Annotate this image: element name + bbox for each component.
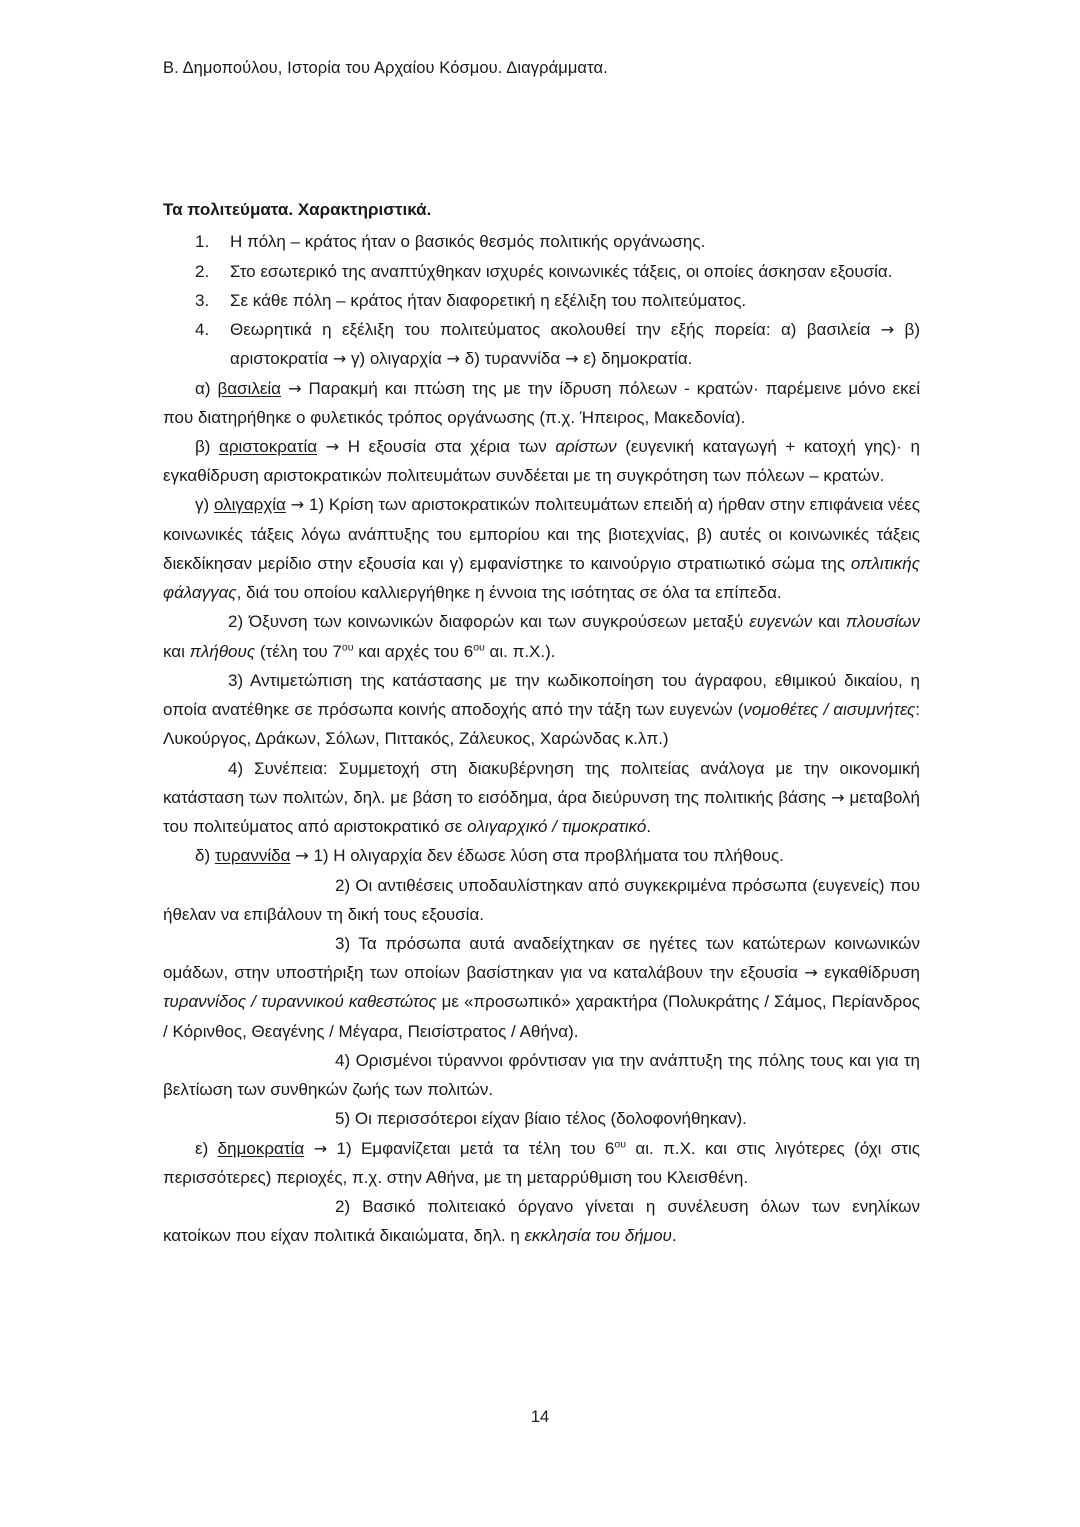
paragraph-body: (τέλη του 7 bbox=[255, 641, 342, 661]
paragraph-delta-2 bbox=[163, 871, 920, 929]
paragraph-gamma-4 bbox=[163, 754, 920, 842]
paragraph-body: μεταβολή του πολιτεύματος από αριστοκρατικό σε bbox=[163, 787, 920, 837]
key-term-aristokratia: αριστοκρατία bbox=[219, 437, 318, 457]
paragraph-body: και bbox=[163, 641, 190, 661]
paragraph-body: Συνέπεια: Συμμετοχή στη διακυβέρνηση της πολιτείας ανάλογα με την οικονομική κατάσταση των πολιτών, δηλ. με βάση το εισόδημα, άρα διεύρυνση της πολιτικής βάσης bbox=[163, 758, 920, 807]
paragraph-body: και αρχές του 6 bbox=[353, 641, 474, 661]
paragraph-delta-5 bbox=[163, 1104, 920, 1133]
page-content bbox=[163, 0, 920, 1251]
paragraph-body: Αντιμετώπιση της κατάστασης με την κωδικοποίηση του άγραφου, εθιμικού δικαίου, η οποία ανατέθηκε σε πρόσωπα κοινής αποδοχής από την τάξη των ευγενών ( bbox=[163, 670, 921, 720]
paragraph-beta bbox=[163, 432, 920, 490]
arrow-icon: → bbox=[295, 846, 309, 866]
paragraph-label: γ) bbox=[195, 495, 214, 515]
list-item bbox=[163, 227, 920, 256]
emphasis-ariston: αρίστων bbox=[555, 437, 617, 457]
emphasis-plithous: πλήθους bbox=[189, 641, 256, 661]
paragraph-body: Βασικό πολιτειακό όργανο γίνεται η συνέλευση όλων των ενηλίκων κατοίκων που είχαν πολιτικά δικαιώματα, δηλ. η bbox=[163, 1197, 920, 1246]
paragraph-alpha bbox=[163, 374, 920, 432]
paragraph-body: . bbox=[646, 817, 652, 837]
arrow-icon: → bbox=[287, 378, 302, 398]
paragraph-number: 5) bbox=[335, 1109, 355, 1129]
list-item-number: 2. bbox=[195, 261, 210, 281]
arrow-icon: → bbox=[313, 1138, 328, 1158]
list-item-text: Η πόλη – κράτος ήταν ο βασικός θεσμός πολιτικής οργάνωσης. bbox=[230, 232, 706, 252]
paragraph-number: 4) bbox=[228, 758, 255, 778]
paragraph-body: αι. π.Χ.). bbox=[484, 641, 556, 661]
emphasis-nomothetes: νομοθέτες / αισυμνήτες bbox=[743, 700, 916, 720]
superscript-ordinal: ου bbox=[614, 1137, 626, 1150]
list-item-text: Σε κάθε πόλη – κράτος ήταν διαφορετική η εξέλιξη του πολιτεύματος. bbox=[230, 290, 747, 310]
superscript-ordinal: ου bbox=[473, 641, 485, 653]
list-item-text: Στο εσωτερικό της αναπτύχθηκαν ισχυρές κοινωνικές τάξεις, οι οποίες άσκησαν εξουσία. bbox=[230, 261, 893, 281]
key-term-dimokratia: δημοκρατία bbox=[217, 1138, 305, 1158]
paragraph-body: εγκαθίδρυση bbox=[817, 963, 921, 983]
emphasis-plousion: πλουσίων bbox=[845, 612, 920, 632]
paragraph-epsilon bbox=[163, 1134, 920, 1192]
arrow-icon: → bbox=[325, 437, 340, 457]
paragraph-body: αι. π.Χ. και στις λιγότερες (όχι στις περισσότερες) περιοχές, π.χ. στην Αθήνα, με τη μεταρρύθμιση του Κλεισθένη. bbox=[163, 1138, 920, 1187]
arrow-icon: → bbox=[830, 787, 845, 807]
list-item-number: 1. bbox=[195, 232, 210, 252]
paragraph-label: α) bbox=[195, 378, 218, 398]
characteristics-list bbox=[163, 227, 920, 373]
paragraph-body: 1) Η ολιγαρχία δεν έδωσε λύση στα προβλήματα του πλήθους. bbox=[308, 846, 784, 866]
emphasis-ekklisia-dimou: εκκλησία του δήμου bbox=[524, 1226, 672, 1246]
paragraph-gamma-3 bbox=[163, 666, 920, 754]
superscript-ordinal: ου bbox=[341, 641, 354, 653]
paragraph-number: 2) bbox=[335, 1197, 363, 1217]
paragraph-body: Παρακμή και πτώση της με την ίδρυση πόλεων - κρατών· παρέμεινε μόνο εκεί που διατηρήθηκε ο φυλετικός τρόπος οργάνωσης (π.χ. Ήπειρος, Μακεδονία). bbox=[163, 378, 920, 427]
paragraph-label: δ) bbox=[195, 846, 215, 866]
list-item-text: β) αριστοκρατία bbox=[230, 320, 920, 369]
paragraph-body: : Λυκούργος, Δράκων, Σόλων, Πιττακός, Ζάλευκος, Χαρώνδας κ.λπ.) bbox=[163, 700, 920, 749]
paragraph-label: β) bbox=[195, 437, 220, 457]
list-item-text: γ) ολιγαρχία bbox=[346, 349, 447, 369]
list-item-number: 4. bbox=[195, 320, 210, 340]
key-term-oligarchia: ολιγαρχία bbox=[213, 495, 286, 515]
list-item-number: 3. bbox=[195, 290, 210, 310]
list-item bbox=[163, 315, 920, 373]
paragraph-body: (ευγενική καταγωγή + κατοχή γης)· η εγκαθίδρυση αριστοκρατικών πολιτευμάτων συνδέεται με τη συγκρότηση των πόλεων – κρατών. bbox=[163, 437, 920, 486]
emphasis-oligarchiko-timokratiko: ολιγαρχικό / τιμοκρατικό bbox=[467, 817, 647, 837]
section-title: Τα πολιτεύματα. Χαρακτηριστικά. bbox=[163, 200, 432, 220]
list-item-text: ε) δημοκρατία. bbox=[578, 349, 693, 369]
paragraph-number: 3) bbox=[335, 934, 359, 953]
emphasis-oplitiki-falanga: οπλιτικής φάλαγγας bbox=[163, 553, 920, 603]
paragraph-body: Όξυνση των κοινωνικών διαφορών και των συγκρούσεων μεταξύ bbox=[249, 612, 750, 632]
paragraph-body: και bbox=[812, 612, 846, 632]
page-number: 14 bbox=[530, 1408, 550, 1426]
list-item-text: Θεωρητικά η εξέλιξη του πολιτεύματος ακολουθεί την εξής πορεία: α) βασιλεία bbox=[230, 320, 881, 340]
paragraph-gamma bbox=[163, 490, 920, 607]
list-item bbox=[163, 257, 920, 286]
paragraph-epsilon-2 bbox=[163, 1192, 920, 1250]
paragraph-body: . bbox=[671, 1226, 677, 1246]
paragraph-number: 2) bbox=[335, 875, 356, 895]
key-term-basileia: βασιλεία bbox=[217, 378, 282, 398]
paragraph-body: Η εξουσία στα χέρια των bbox=[339, 437, 556, 457]
paragraph-number: 3) bbox=[228, 670, 251, 690]
paragraph-delta bbox=[163, 841, 920, 870]
arrow-icon: → bbox=[446, 349, 461, 369]
paragraph-body: Ορισμένοι τύραννοι φρόντισαν για την ανάπτυξη της πόλης τους και για τη βελτίωση των συνθηκών ζωής των πολιτών. bbox=[163, 1050, 920, 1100]
paragraph-body: Οι περισσότεροι είχαν βίαιο τέλος (δολοφονήθηκαν). bbox=[354, 1109, 747, 1129]
paragraph-body: με «προσωπικό» χαρακτήρα (Πολυκράτης / Σάμος, Περίανδρος / Κόρινθος, Θεαγένης / Μέγαρα, Πεισίστρατος / Αθήνα). bbox=[163, 992, 920, 1041]
paragraph-delta-4 bbox=[163, 1046, 920, 1104]
paragraph-number: 4) bbox=[335, 1050, 356, 1070]
list-item-text: δ) τυραννίδα bbox=[460, 349, 565, 369]
paragraph-label: ε) bbox=[195, 1138, 218, 1158]
arrow-icon: → bbox=[332, 349, 347, 369]
paragraph-gamma-2 bbox=[163, 607, 920, 665]
arrow-icon: → bbox=[804, 963, 818, 983]
paragraph-body: 1) Κρίση των αριστοκρατικών πολιτευμάτων επειδή α) ήρθαν στην επιφάνεια νέες κοινωνικές τάξεις λόγω ανάπτυξης του εμπορίου και της βιοτεχνίας, β) αυτές οι κοινωνικές τάξεις διεκδίκησαν μερίδιο στην εξουσία και γ) εμφανίστηκε το καινούργιο στρατιωτικό σώμα της bbox=[163, 495, 920, 573]
paragraph-body: , διά του οποίου καλλιεργήθηκε η έννοια της ισότητας σε όλα τα επίπεδα. bbox=[236, 583, 782, 603]
arrow-icon: → bbox=[564, 349, 579, 369]
paragraph-body: Τα πρόσωπα αυτά αναδείχτηκαν σε ηγέτες των κατώτερων κοινωνικών ομάδων, στην υποστήριξη των οποίων βασίστηκαν για να καταλάβουν την εξουσία bbox=[163, 934, 920, 983]
emphasis-eugenon: ευγενών bbox=[749, 612, 813, 632]
paragraph-body: 1) Εμφανίζεται μετά τα τέλη του 6 bbox=[327, 1138, 615, 1158]
paragraph-body: Οι αντιθέσεις υποδαυλίστηκαν από συγκεκριμένα πρόσωπα (ευγενείς) που ήθελαν να επιβάλουν τη δική τους εξουσία. bbox=[163, 875, 920, 924]
paragraph-number: 2) bbox=[228, 612, 249, 632]
arrow-icon: → bbox=[880, 320, 895, 340]
emphasis-tyrannidos: τυραννίδος / τυραννικού καθεστώτος bbox=[163, 992, 437, 1012]
paragraph-delta-3 bbox=[163, 929, 920, 1046]
key-term-tyrannida: τυραννίδα bbox=[214, 846, 291, 866]
running-header: Β. Δημοπούλου, Ιστορία του Αρχαίου Κόσμου. Διαγράμματα. bbox=[163, 59, 608, 77]
list-item bbox=[163, 286, 920, 315]
arrow-icon: → bbox=[290, 495, 305, 515]
